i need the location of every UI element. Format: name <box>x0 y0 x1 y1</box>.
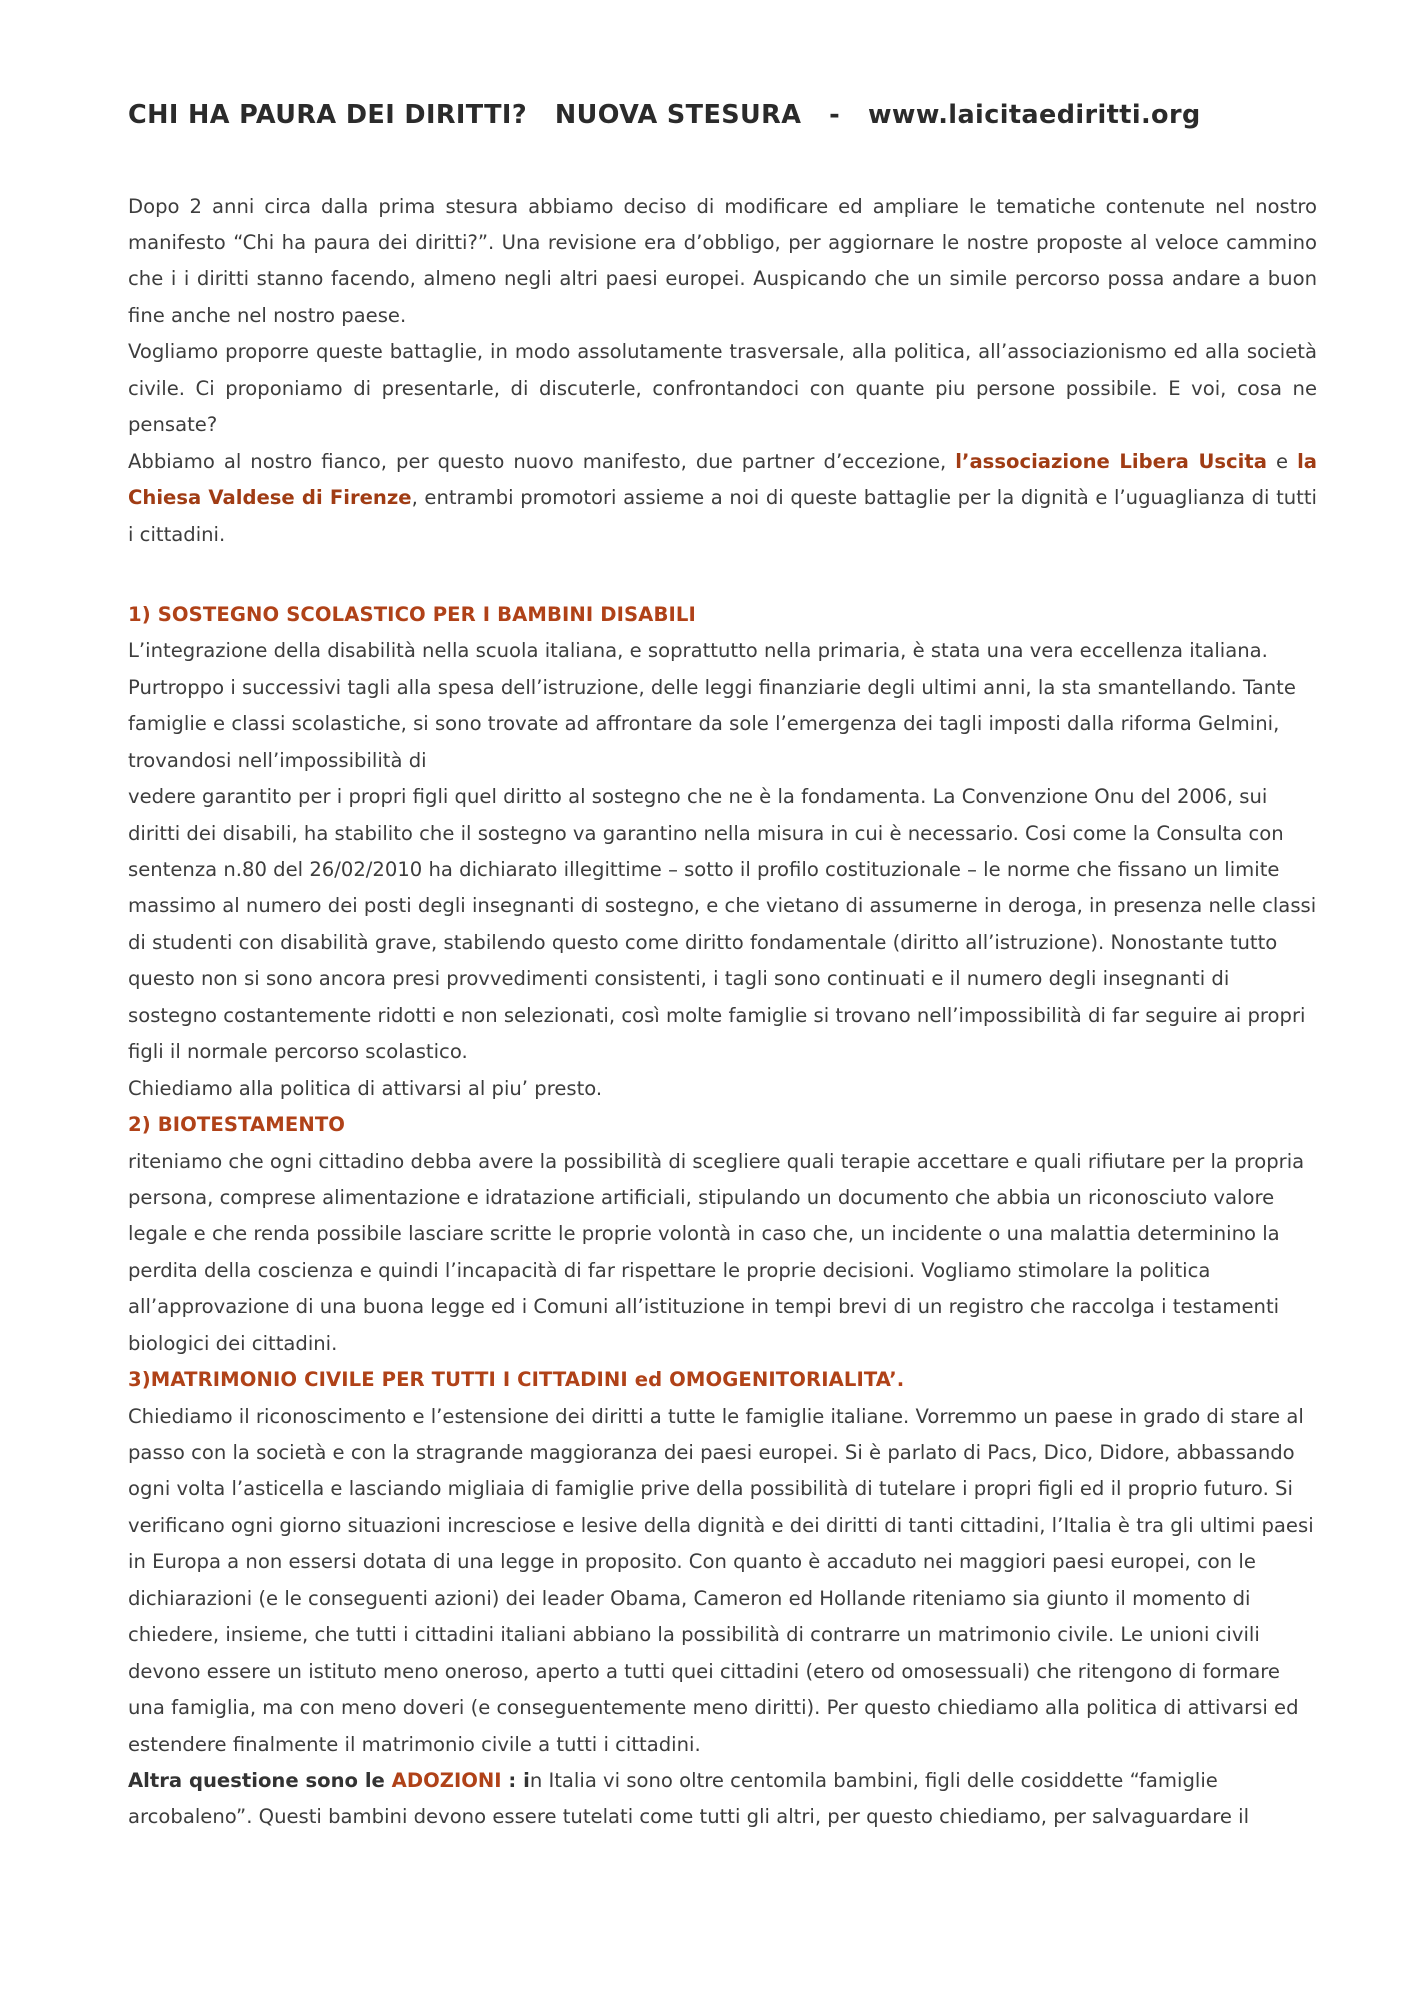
section-heading-1: 1) SOSTEGNO SCOLASTICO PER I BAMBINI DISABILI <box>128 602 696 626</box>
section-2-paragraph-1: riteniamo che ogni cittadino debba avere la possibilità di scegliere quali terapie accettare e quali rifiutare per la propria persona, comprese alimentazione e idratazione artificiali, stipulando un documento che abbia un riconosciuto valore legale e che renda possibile lasciare scritte le proprie volontà in caso che, un incidente o una malattia determinino la perdita della coscienza e quindi l’incapacità di far rispettare le proprie decisioni. Vogliamo stimolare la politica all’approvazione di una buona legge ed i Comuni all’istituzione in tempi brevi di un registro che raccolga i testamenti biologici dei cittadini. <box>128 1149 1305 1355</box>
section-1-paragraph-2: vedere garantito per i propri figli quel diritto al sostegno che ne è la fondamenta. La Convenzione Onu del 2006, sui diritti dei disabili, ha stabilito che il sostegno va garantino nella misura in cui è necessario. Cosi come la Consulta con sentenza n.80 del 26/02/2010 ha dichiarato illegittime – sotto il profilo costituzionale – le norme che fissano un limite massimo al numero dei posti degli insegnanti di sostegno, e che vietano di assumerne in deroga, in presenza nelle classi di studenti con disabilità grave, stabilendo questo come diritto fondamentale (diritto all’istruzione). Nonostante tutto questo non si sono ancora presi provvedimenti consistenti, i tagli sono continuati e il numero degli insegnanti di sostegno costantemente ridotti e non selezionati, così molte famiglie si trovano nell’impossibilità di far seguire ai propri figli il normale percorso scolastico. <box>128 785 1317 1064</box>
adoption-keyword: ADOZIONI <box>391 1768 502 1792</box>
adoption-colon: : i <box>501 1768 530 1792</box>
adoption-lead-text: Altra questione sono le <box>128 1768 392 1792</box>
intro-paragraph-2: Vogliamo proporre queste battaglie, in modo assolutamente trasversale, alla politica, all’associazionismo ed alla società civile. Ci proponiamo di presentarle, di discuterle, confrontandoci con quante piu persone possibile. E voi, cosa ne pensate? <box>128 340 1317 437</box>
intro-paragraph-1: Dopo 2 anni circa dalla prima stesura abbiamo deciso di modificare ed ampliare le tematiche contenute nel nostro manifesto “Chi ha paura dei diritti?”. Una revisione era d’obbligo, per aggiornare le nostre proposte al veloce cammino che i i diritti stanno facendo, almeno negli altri paesi europei. Auspicando che un simile percorso possa andare a buon fine anche nel nostro paese. <box>128 194 1317 327</box>
section-3-adoption-paragraph <box>128 1763 1317 1836</box>
partner-name-libera-uscita: l’associazione Libera Uscita <box>955 449 1267 473</box>
section-3-paragraph-1: Chiediamo il riconoscimento e l’estensione dei diritti a tutte le famiglie italiane. Vorremmo un paese in grado di stare al passo con la società e con la stragrande maggioranza dei paesi europei. Si è parlato di Pacs, Dico, Didore, abbassando ogni volta l’asticella e lasciando migliaia di famiglie prive della possibilità di tutelare i propri figli ed il proprio futuro. Si verificano ogni giorno situazioni incresciose e lesive della dignità e dei diritti di tanti cittadini, l’Italia è tra gli ultimi paesi in Europa a non essersi dotata di una legge in proposito. Con quanto è accaduto nei maggiori paesi europei, con le dichiarazioni (e le conseguenti azioni) dei leader Obama, Cameron ed Hollande riteniamo sia giunto il momento di chiedere, insieme, che tutti i cittadini italiani abbiano la possibilità di contrarre un matrimonio civile. Le unioni civili devono essere un istituto meno oneroso, aperto a tutti quei cittadini (etero od omosessuali) che ritengono di formare una famiglia, ma con meno doveri (e conseguentemente meno diritti). Per questo chiediamo alla politica di attivarsi ed estendere finalmente il matrimonio civile a tutti i cittadini. <box>128 1404 1314 1756</box>
adoption-tail-text: n Italia vi sono oltre centomila bambini, figli delle cosiddette “famiglie arcobaleno”. Questi bambini devono essere tutelati come tutti gli altri, per questo chiediamo, per salvaguardare il <box>128 1768 1250 1829</box>
partners-mid-text: e <box>1266 449 1298 473</box>
section-heading-2: 2) BIOTESTAMENTO <box>128 1113 346 1137</box>
section-1-paragraph-1: L’integrazione della disabilità nella scuola italiana, e soprattutto nella primaria, è stata una vera eccellenza italiana. Purtroppo i successivi tagli alla spesa dell’istruzione, delle leggi finanziarie degli ultimi anni, la sta smantellando. Tante famiglie e classi scolastiche, si sono trovate ad affrontare da sole l’emergenza dei tagli imposti dalla riforma Gelmini, trovandosi nell’impossibilità di <box>128 639 1296 772</box>
section-1-paragraph-3: Chiediamo alla politica di attivarsi al piu’ presto. <box>128 1076 603 1100</box>
partners-lead-text: Abbiamo al nostro fianco, per questo nuovo manifesto, due partner d’eccezione, <box>128 449 956 473</box>
partners-tail-text: , entrambi promotori assieme a noi di queste battaglie per la dignità e l’uguaglianza di tutti i cittadini. <box>128 486 1317 546</box>
spacer <box>128 553 1317 597</box>
page-title: CHI HA PAURA DEI DIRITTI? NUOVA STESURA - www.laicitaediritti.org <box>128 100 1201 130</box>
section-heading-3: 3)MATRIMONIO CIVILE PER TUTTI I CITTADINI ed OMOGENITORIALITA’. <box>128 1368 905 1392</box>
partner-name-chiesa-valdese: la Chiesa Valdese di Firenze <box>128 449 1318 510</box>
partners-paragraph <box>128 444 1317 553</box>
